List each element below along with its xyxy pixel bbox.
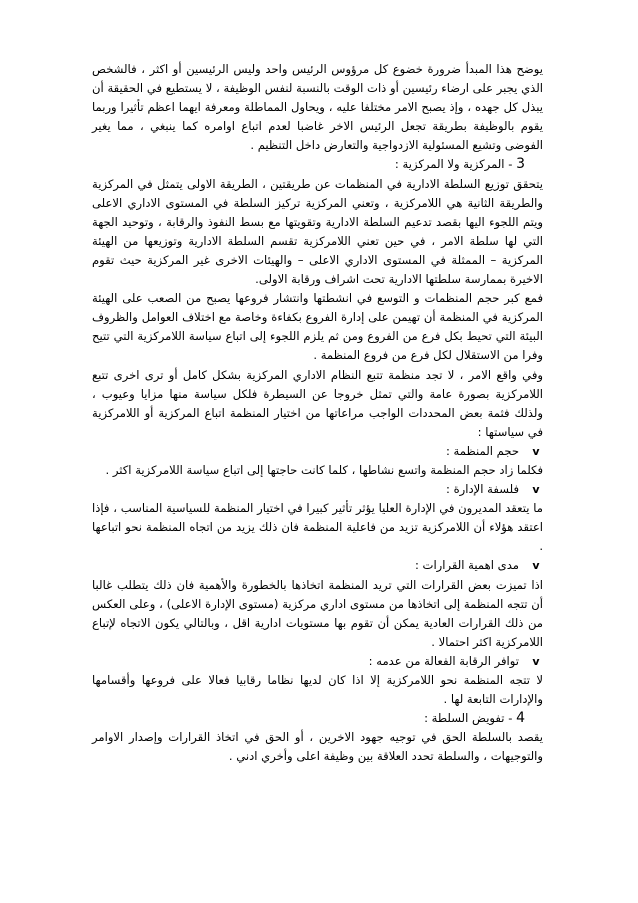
bullet-title: حجم المنظمة : (445, 443, 519, 458)
bullet-text: ما يتعقد المديرون في الإدارة العليا يؤثر تأثير كبيرا في اختيار المنظمة للسياسية المناسب ، فإذا اعتقد هؤلاء أن اللامركزية تزيد من فاعلية المنظمة فان ذلك يزيد من اتجاه المنظمة نحو اتباعها . (92, 501, 543, 554)
section-title: - المركزية ولا المركزية : (394, 157, 517, 172)
bullet-text: لا تتجه المنظمة نحو اللامركزية إلا اذا كان لديها نظاما رقابيا فعالا على فروعها وأقسامها والإدارات التابعة لها . (92, 673, 543, 707)
section-number: 3 (516, 156, 525, 173)
authority-paragraph: يقصد بالسلطة الحق في توجيه جهود الاخرين ، أو الحق في اتخاذ القرارات وإصدار الاوامر والتوجيهات ، والسلطة تحدد العلاقة بين وظيفة اعلى وأخري ادني . (92, 730, 543, 764)
section-heading-delegation (92, 709, 543, 728)
bullet-title: توافر الرقابة الفعالة من عدمه : (368, 653, 519, 668)
section-title: - تفويض السلطة : (424, 711, 517, 726)
bullet-check-icon: v (532, 483, 540, 497)
bullet-title: فلسفة الإدارة : (446, 482, 519, 497)
determinants-paragraph: وفي واقع الامر ، لا تجد منظمة تتبع النظام الاداري المركزية بشكل كامل أو ترى اخرى تتبع اللامركزية بصورة عامة والتي تمثل خروجا عن السيطرة فلكل سياسة منها مزايا وعيوب ، ولذلك فثمة بعض المحددات الواجب مراعاتها من اختيار المنظمة اتباع المركزية أو اللامركزية في سياستها : (92, 367, 543, 439)
bullet-management-philosophy (92, 480, 543, 499)
bullet-check-icon: v (532, 444, 540, 458)
section-heading-centralization (92, 155, 543, 174)
bullet-decision-importance (92, 556, 543, 575)
bullet-check-icon: v (532, 654, 540, 668)
bullet-check-icon: v (532, 559, 540, 573)
section-number: 4 (516, 710, 525, 727)
bullet-text: فكلما زاد حجم المنظمة واتسع نشاطها ، كلما كانت حاجتها إلى اتباع سياسة اللامركزية اكثر . (105, 462, 543, 477)
document-page (92, 60, 543, 766)
intro-paragraph: يوضح هذا المبدأ ضرورة خضوع كل مرؤوس الرئيس واحد وليس الرئيسين أو اكثر ، فالشخص الذي يجبر على ارضاء رئيسين أو ذات الوقت بالنسبة لنفس الوظيفة ، لا يستطيع في الحقيقة أن يبذل كل جهده ، وإذ يصبح الامر مختلفا عليه ، ويحاول المماطلة ومعرفة ايهما اعظم تأثيرا وربما يقوم بالوظيفة بطريقة تجعل الرئيس الاخر غاضبا لعدم اتباع اوامره كما ينبغي ، مما يغير الفوضى وتشيع المسئولية الازدواجية والتعارض داخل التنظيم . (92, 62, 543, 153)
branches-paragraph: فمع كبر حجم المنظمات و التوسع في انشطتها وانتشار فروعها يصبح من الصعب على الهيئة المركزية في المنظمة أن تهيمن على إدارة الفروع بكفاءة وخاصة مع اختلاف العوامل والظروف البيئة التي تحيط بكل فرع من الفروع ومن ثم يلزم اللجوء إلى اتباع سياسة اللامركزية التي تتيح وفرا من الاستقلال لكل فرع من فروع المنظمة . (92, 291, 543, 363)
centralization-paragraph: يتحقق توزيع السلطة الادارية في المنظمات عن طريقتين ، الطريقة الاولى يتمثل في المركزية والطريقة الثانية هي اللامركزية ، وتعني المركزية تركيز السلطة في المستوى الاداري الاعلى ويتم اللجوء اليها بقصد تدعيم السلطة الادارية وتقويتها مع بسط النفوذ والرقابة ، وتوحيد الجهة التي لها سلطة الامر ، في حين تعني اللامركزية تقسم السلطة الادارية وتوزيعها من الهيئة المركزية – الممثلة في المستوى الاداري الاعلى – والهيئات الاخرى غير المركزية حيث تقوم الاخيرة بممارسة سلطتها الادارية تحت اشراف ورقابة الاولى. (92, 176, 543, 287)
bullet-effective-control (92, 652, 543, 671)
bullet-title: مدى اهمية القرارات : (414, 558, 519, 573)
bullet-organization-size (92, 442, 543, 461)
bullet-text: اذا تميزت بعض القرارات التي تريد المنظمة اتخاذها بالخطورة والأهمية فان ذلك يتطلب غالبا أن تتجه المنظمة إلى اتخاذها من مستوى اداري مركزية (مستوى الإدارة الاعلى) ، وعلى العكس من ذلك القرارات العادية يمكن أن تقوم بها مستويات ادارية اقل ، وبالتالي يكون الاتجاه لإتباع اللامركزية اكثر احتمالا . (92, 577, 543, 649)
